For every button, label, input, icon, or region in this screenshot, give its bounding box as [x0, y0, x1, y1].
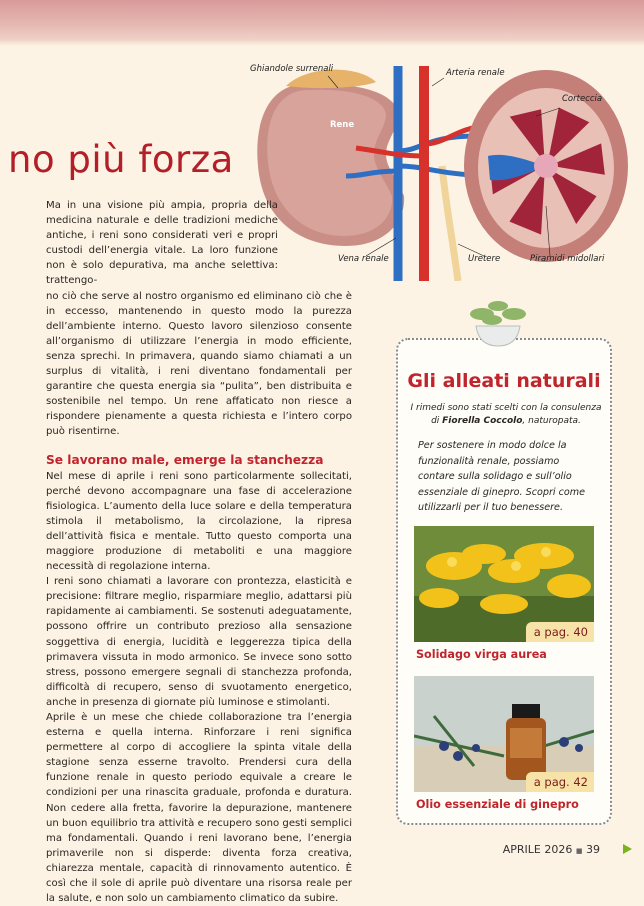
- label-artery: Arteria renale: [446, 68, 505, 78]
- issue-date: APRILE 2026: [502, 843, 573, 856]
- page-footer: [0, 843, 644, 859]
- next-page-arrow-icon[interactable]: [623, 844, 632, 854]
- label-cortex: Corteccia: [562, 94, 603, 104]
- solidago-page-ref: a pag. 40: [526, 622, 594, 642]
- label-ureter: Uretere: [468, 254, 501, 264]
- sidebar-credit: [406, 402, 606, 428]
- solidago-caption: Solidago virga aurea: [416, 648, 547, 661]
- page-number: 39: [586, 843, 600, 856]
- headline-fragment: no più forza: [8, 138, 234, 181]
- article-paragraph-1: Nel mese di aprile i reni sono particolarmente sollecitati, perché devono accompagnare una fase di accelerazione fisiologica. L’aumento della luce solare e della temperatura stimola il metabolismo, la circolazione, la ripresa dell’attività fisica e mentale. Tutto questo comporta una maggiore produzione di metaboliti e una maggiore necessità di regolazione interna.: [46, 470, 352, 573]
- article-subheading: Se lavorano male, emerge la stanchezza: [46, 452, 324, 467]
- herb-mortar-illustration: [462, 296, 534, 348]
- footer-separator: ■: [575, 847, 583, 855]
- page-folio: [503, 843, 600, 856]
- article-intro-narrow: Ma in una visione più ampia, propria della medicina naturale e delle tradizioni mediche antiche, i reni sono considerati veri e propri custodi dell’energia vitale. La loro funzione non è solo depurativa, ma anche selettiva: trattengo-: [46, 200, 278, 287]
- credit-prefix: I rimedi sono stati scelti con la consulenza di: [410, 403, 602, 426]
- article-paragraph-3: Aprile è un mese che chiede collaborazione tra l’energia esterna e quella interna. Rinforzare i reni significa permettere al corpo di accogliere la spinta vitale della stagione senza esserne travolto. Prendersi cura della funzione renale in questo periodo equivale a creare le condizioni per una rinascita graduale, profonda e duratura. Non cedere alla fretta, favorire la depurazione, mantenere un buon equilibrio tra attività e recupero sono gesti semplici ma fondamentali. Quando i reni lavorano bene, l’energia primaverile non si disperde: diventa forza creativa, chiarezza mentale, capacità di rinnovamento autentico. È così che il sole di aprile può diventare una risorsa reale per la salute, e non solo un cambiamento climatico da subire.: [46, 712, 352, 905]
- article-paragraph-2: I reni sono chiamati a lavorare con prontezza, elasticità e precisione: filtrare meglio, risparmiare meglio, adattarsi più rapidamente ai cambiamenti. Se sostenuti adeguatamente, possono offrire un contributo prezioso alla sensazione soggettiva di energia, lucidità e leggerezza tipica della primavera vissuta in modo armonico. Se invece sono sotto stress, possono emergere segnali di stanchezza profonda, difficoltà di recupero, senso di svuotamento energetico, anche in presenza di giornate più luminose e stimolanti.: [46, 576, 352, 708]
- sidebar-intro: Per sostenere in modo dolce la funzionalità renale, possiamo contare sulla solidago e sull’olio essenziale di ginepro. Scopri come utilizzarli per il tuo benessere.: [418, 440, 586, 513]
- juniper-photo[interactable]: [414, 676, 594, 792]
- credit-name: Fiorella Coccolo: [442, 416, 523, 426]
- juniper-page-ref: a pag. 42: [526, 772, 594, 792]
- solidago-photo[interactable]: [414, 526, 594, 642]
- credit-suffix: , naturopata.: [522, 416, 581, 426]
- label-pyramids: Piramidi midollari: [530, 254, 605, 264]
- juniper-caption: Olio essenziale di ginepro: [416, 798, 579, 811]
- label-adrenal: Ghiandole surrenali: [250, 64, 334, 74]
- article-intro: no ciò che serve al nostro organismo ed eliminano ciò che è in eccesso, mantenendo in questo modo la purezza dell’ambiente interno. Questo lavoro silenzioso consente all’organismo di utilizzare l’energia in modo efficiente, senza sprechi. In primavera, quando siamo chiamati a un surplus di vitalità, i reni diventano fondamentali per garantire che questa energia sia “pulita”, ben distribuita e sostenibile nel tempo. Un rene affaticato non riesce a rispondere pienamente a questa richiesta e l’intero corpo può risentirne.: [46, 290, 352, 438]
- label-vein: Vena renale: [338, 254, 389, 264]
- label-kidney: Rene: [330, 120, 355, 130]
- sidebar-title: Gli alleati naturali: [407, 370, 601, 392]
- article-body: [46, 198, 352, 906]
- top-decorative-band: [0, 0, 644, 46]
- natural-allies-box: [396, 338, 612, 825]
